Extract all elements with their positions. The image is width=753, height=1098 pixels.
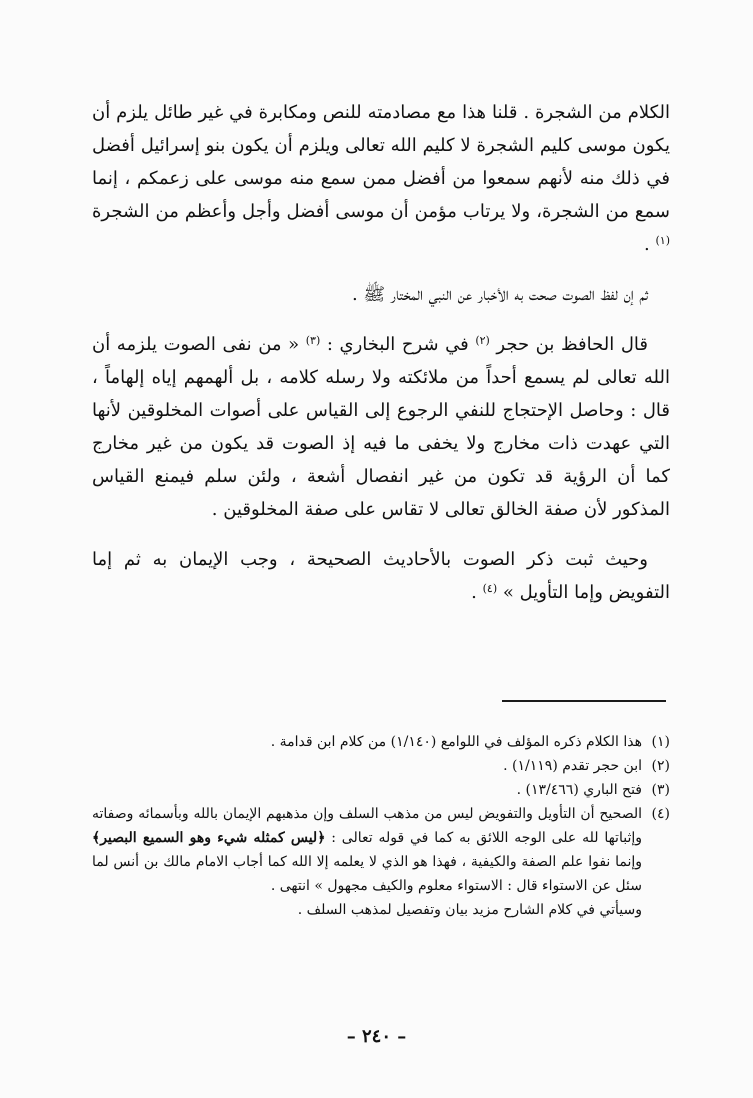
paragraph-1-text: الكلام من الشجرة . قلنا هذا مع مصادمته للنص ومكابرة في غير طائل يلزم أن يكون موسى كليم الشجرة لا كليم الله تعالى ويلزم أن يكون بنو إسرائيل أفضل في ذلك منه لأنهم سمعوا من أفضل ممن سمع منه موسى على زعمكم ، إنما سمع من الشجرة، ولا يرتاب مؤمن أن موسى أفضل وأجل وأعظم من الشجرة [92,102,670,222]
page-number: – ٢٤٠ – [346,1026,407,1047]
paragraph-3-intro: قال الحافظ بن حجر [489,334,649,355]
footnote-number: (٢) [651,758,670,774]
footnote-number: (٣) [651,782,670,798]
footnote-text: فتح الباري (١٣/٤٦٦) . [516,782,642,798]
footnote-text: ابن حجر تقدم (١/١١٩) . [503,758,642,774]
footnotes [92,730,670,922]
footnote-ref-1: (١) [655,234,670,247]
footnote-ref-2: (٢) [475,334,490,347]
footnote-3 [92,778,670,802]
paragraph-4-end: . [471,582,483,603]
paragraph-3-quote: « من نفى الصوت يلزمه أن الله تعالى لم يسمع أحداً من ملائكته ولا رسله كلامه ، بل ألهمهم إياه إلهاماً ، قال : وحاصل الإحتجاج للنفي الرجوع إلى القياس على أصوات المخلوقين لأنها التي عهدت ذات مخارج ولا يخفى ما فيه إذ الصوت قد يكون من غير مخارج كما أن الرؤية قد تكون من غير انفصال أشعة ، ولئن سلم فيمنع القياس المذكور لأن صفة الخالق تعالى لا تقاس على صفة المخلوقين . [92,334,670,520]
footnote-4-continuation: وسيأتي في كلام الشارح مزيد بيان وتفصيل لمذهب السلف . [297,902,642,918]
paragraph-4 [92,543,670,609]
footnote-ref-3: (٣) [305,334,321,347]
footnote-1 [92,730,670,754]
paragraph-4-text: وحيث ثبت ذكر الصوت بالأحاديث الصحيحة ، وجب الإيمان به ثم إما التفويض وإما التأويل » [92,549,670,603]
footnote-4-text-a: الصحيح أن التأويل والتفويض ليس من مذهب السلف وإن مذهبهم الإيمان بالله وبأسمائه وصفاته وإثباتها لله على الوجه اللائق به كما في قوله تعالى : [92,806,642,846]
footnote-separator [502,700,666,702]
main-text [92,96,670,609]
paragraph-3-source: في شرح البخاري : [320,334,476,355]
footnote-text: هذا الكلام ذكره المؤلف في اللوامع (١/١٤٠) من كلام ابن قدامة . [270,734,642,750]
footnote-4 [92,802,670,898]
paragraph-3 [92,328,670,526]
paragraph-1-end: . [644,234,656,255]
footnote-2 [92,754,670,778]
footnote-number: (١) [651,734,670,750]
footnote-number: (٤) [651,806,670,822]
paragraph-2: ثم إن لفظ الصوت صحت به الأخبار عن النبي المختار ﷺ . [351,284,648,305]
paragraph-1 [92,96,670,261]
footnote-text [92,802,642,898]
footnote-ref-4: (٤) [482,582,498,595]
quran-verse: ﴿ليس كمثله شيء وهو السميع البصير﴾ [92,830,326,846]
footnote-4-text-b: وإنما نفوا علم الصفة والكيفية ، فهذا هو الذي لا يعلمه إلا الله كما أجاب الامام مالك بن أنس لما سئل عن الاستواء قال : الاستواء معلوم والكيف مجهول » انتهى . [92,854,642,894]
